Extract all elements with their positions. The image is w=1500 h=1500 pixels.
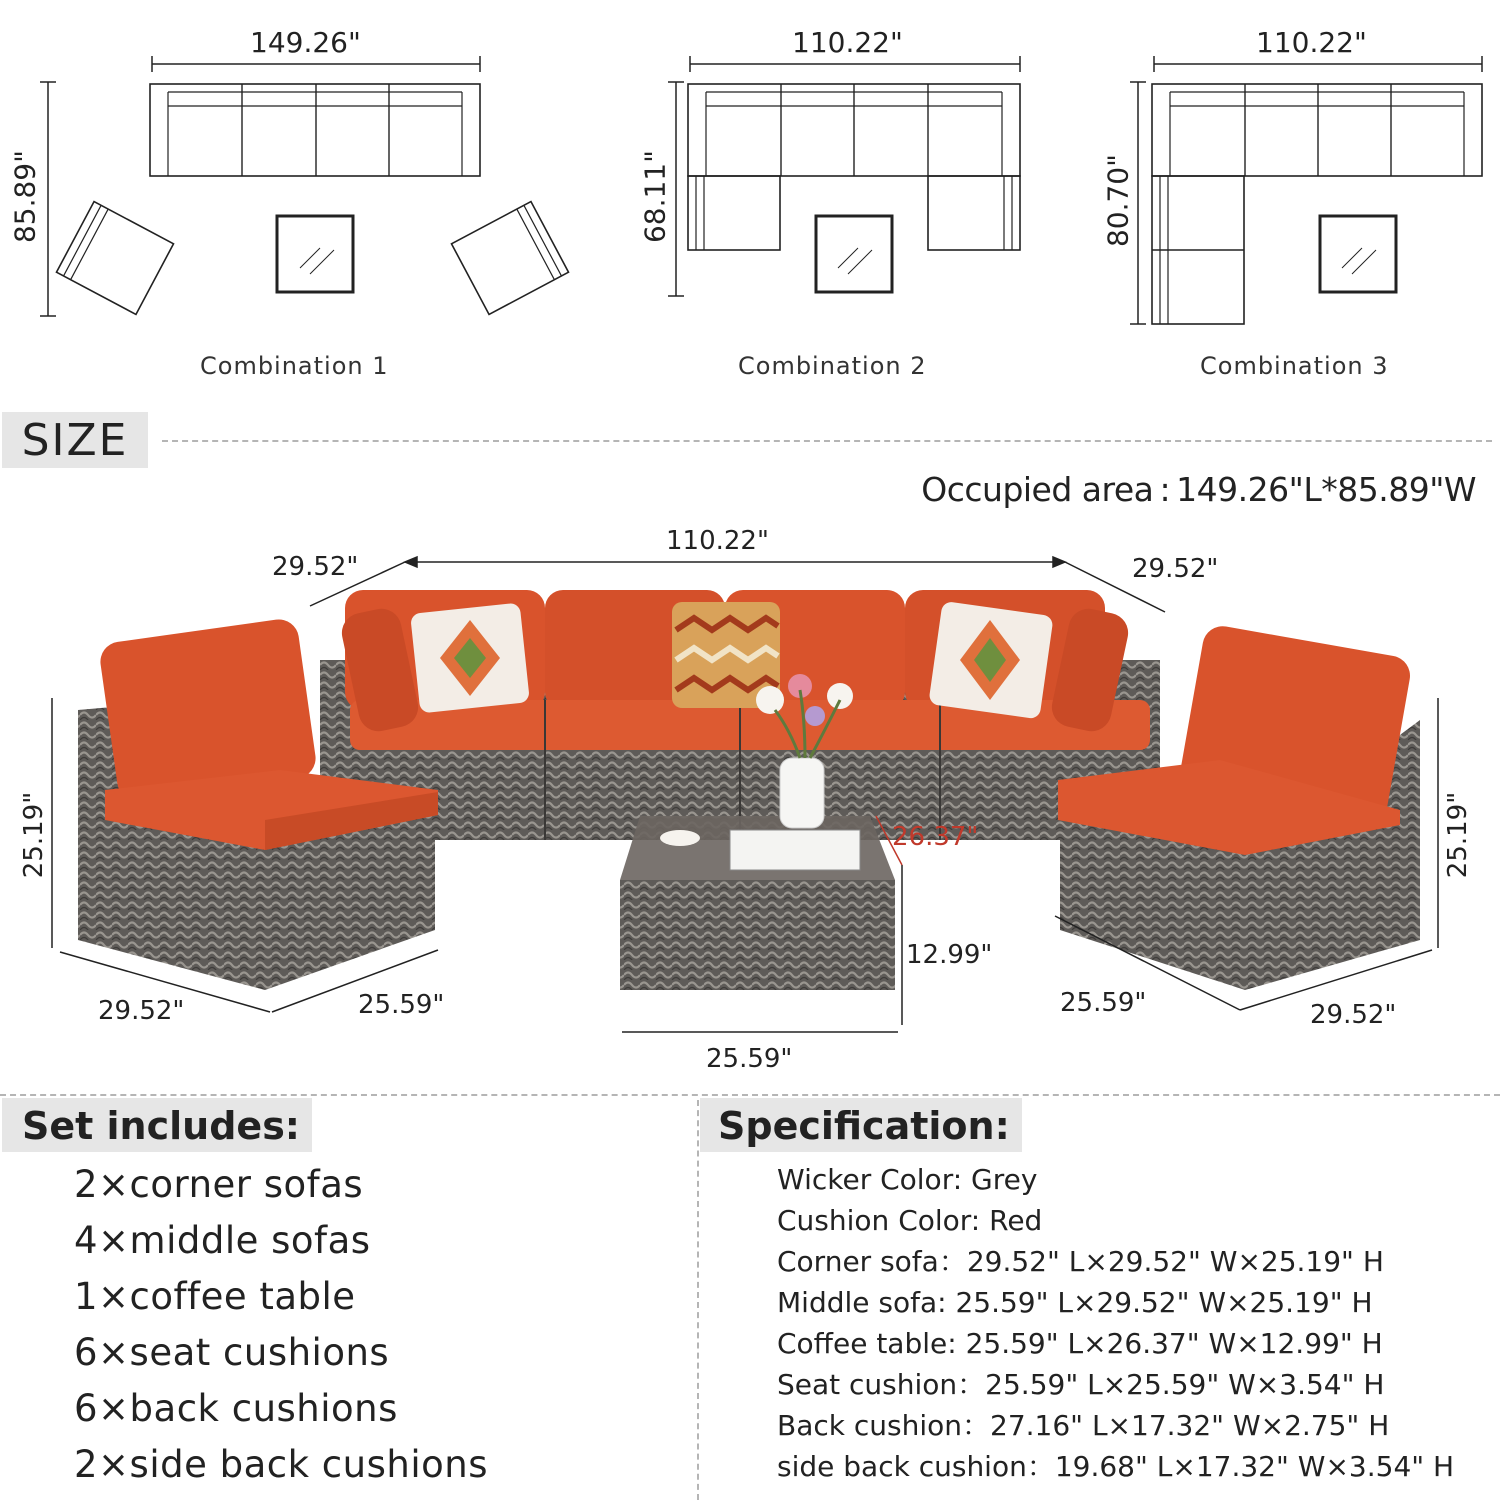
dim-table-depth: 26.37"	[892, 822, 979, 852]
list-item: 2×corner sofas	[74, 1163, 364, 1206]
combination-diagrams	[0, 0, 1500, 400]
list-item: 6×back cushions	[74, 1387, 398, 1430]
combination-1-label: Combination 1	[200, 352, 389, 380]
spec-item: Seat cushion：25.59" L×25.59" W×3.54" H	[777, 1368, 1385, 1401]
set-includes-section	[0, 1096, 690, 1500]
vertical-divider	[697, 1100, 699, 1500]
specification-list	[777, 1162, 1454, 1490]
specification-section	[700, 1096, 1500, 1500]
spec-item: Back cushion：27.16" L×17.32" W×2.75" H	[777, 1409, 1390, 1442]
specification-title: Specification:	[700, 1098, 1022, 1152]
combination-2-depth: 68.11"	[638, 149, 672, 244]
dim-left-height: 25.19"	[19, 791, 49, 879]
list-item: 2×side back cushions	[74, 1443, 488, 1486]
set-includes-title: Set includes:	[2, 1098, 312, 1152]
combination-2	[520, 0, 1020, 400]
list-item: 6×seat cushions	[74, 1331, 390, 1374]
dim-right-front-depth: 29.52"	[1310, 1000, 1397, 1030]
dim-top-right-depth: 29.52"	[1132, 554, 1219, 584]
spec-item: Wicker Color: Grey	[777, 1163, 1038, 1196]
dim-table-width: 25.59"	[706, 1044, 793, 1074]
list-item: 4×middle sofas	[74, 1219, 371, 1262]
combination-1-width: 149.26"	[250, 26, 361, 59]
set-includes-list	[74, 1162, 488, 1498]
decor-pillows	[410, 601, 1054, 720]
combination-2-diagram	[520, 0, 1020, 340]
product-photo	[0, 520, 1500, 1080]
spec-item: Coffee table: 25.59" L×26.37" W×12.99" H	[777, 1327, 1383, 1360]
combination-3-label: Combination 3	[1200, 352, 1389, 380]
combination-2-label: Combination 2	[738, 352, 927, 380]
combination-1	[0, 0, 520, 400]
combination-3-width: 110.22"	[1256, 26, 1367, 59]
spec-item: side back cushion：19.68" L×17.32" W×3.54" H	[777, 1450, 1455, 1483]
size-tag: SIZE	[2, 412, 148, 468]
dim-left-front-width: 25.59"	[358, 990, 445, 1020]
spec-item: Cushion Color: Red	[777, 1204, 1043, 1237]
dim-right-height: 25.19"	[1443, 791, 1473, 879]
combination-1-diagram	[0, 0, 520, 340]
combination-2-width: 110.22"	[792, 26, 903, 59]
dim-right-front-width: 25.59"	[1060, 988, 1147, 1018]
occupied-area: Occupied area : 149.26"L*85.89"W	[921, 470, 1476, 509]
list-item: 1×coffee table	[74, 1275, 356, 1318]
combination-1-depth: 85.89"	[8, 149, 42, 244]
spec-item: Corner sofa：29.52" L×29.52" W×25.19" H	[777, 1245, 1384, 1278]
spec-item: Middle sofa: 25.59" L×29.52" W×25.19" H	[777, 1286, 1373, 1319]
size-divider	[162, 440, 1492, 442]
dim-top-left-depth: 29.52"	[272, 552, 359, 582]
dim-top-total: 110.22"	[666, 526, 769, 556]
combination-3	[1000, 0, 1500, 400]
dim-left-front-depth: 29.52"	[98, 996, 185, 1026]
combination-3-depth: 80.70"	[1101, 153, 1135, 248]
dim-table-height: 12.99"	[906, 940, 993, 970]
combination-3-diagram	[1000, 0, 1500, 340]
